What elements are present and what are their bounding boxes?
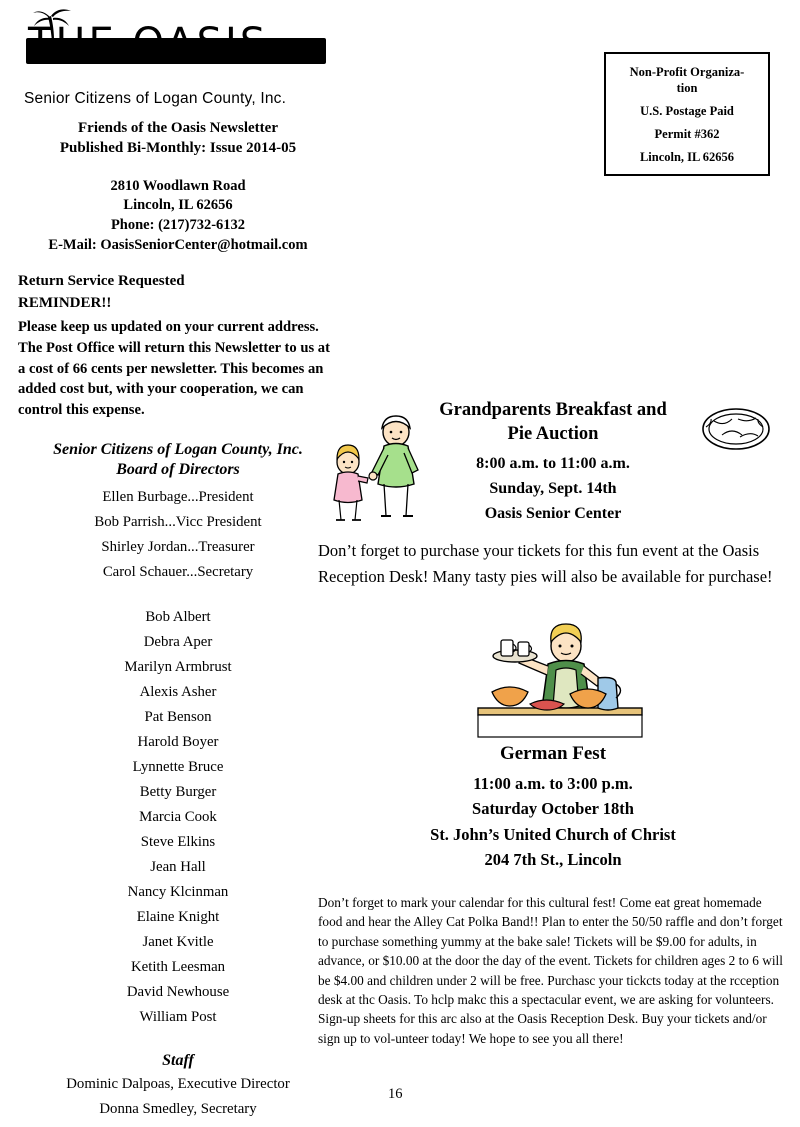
list-item: Betty Burger [139, 783, 217, 800]
newsletter-title-line2: Published Bi-Monthly: Issue 2014-05 [59, 140, 297, 157]
right-column [318, 398, 788, 1048]
address-street: 2810 Woodlawn Road [110, 177, 246, 194]
logo-the: T [28, 20, 56, 66]
event-title-grandparents [318, 398, 788, 446]
event-description-grandparents: Don’t forget to purchase your tickets for this fun event at the Oasis Reception Desk! Many tasty pies will also be available for purchase! [318, 541, 773, 586]
event-title-german-fest: German Fest [499, 742, 607, 764]
address-city: Lincoln, IL 62656 [123, 197, 233, 214]
list-item: Bob Parrish...Vicc President [94, 513, 262, 530]
list-item: Debra Aper [143, 633, 213, 650]
list-item: Nancy Klcinman [127, 883, 229, 900]
left-column [18, 118, 338, 1122]
list-item: Alexis Asher [139, 683, 217, 700]
reminder-heading: REMINDER!! [18, 295, 112, 312]
event-description-german-fest: Don’t forget to mark your calendar for this cultural fest! Come eat great homemade food and hear the Alley Cat Polka Band!! Plan to enter the 50/50 raffle and don’t forget to purchase something yummy at the bake sale! Tickets will be $9.00 for adults, in advance, or $10.00 at the door the day of the event. Tickets for children ages 2 to 6 will be $4.00 and children under 2 will be free. Purchasc your tickcts today at the rcception desk at thc Oasis. To hclp makc this a spectacular event, we are asking for volunteers. Sign-up sheets for this arc also at the Oasis Reception Desk. Buy your tickets and/or sign up to vol-unteer today! We hope to see you all there! [318, 894, 783, 1046]
logo-he: HE [55, 20, 117, 66]
list-item: Pat Benson [144, 708, 212, 725]
permit-line-4: Permit #362 [654, 127, 720, 141]
list-item: William Post [139, 1008, 217, 1025]
oasis-logo [18, 8, 338, 107]
address-block [18, 177, 338, 256]
logo-senior-center: Senior Center [158, 60, 314, 84]
return-service-notice: Return Service Requested [18, 273, 185, 290]
event-venue: St. John’s United Church of Christ [430, 824, 676, 844]
event-time: 11:00 a.m. to 3:00 p.m. [473, 773, 633, 793]
list-item: Bob Albert [145, 608, 211, 625]
list-item: Ketith Leesman [130, 958, 226, 975]
masthead [18, 8, 348, 108]
list-item: Donna Smedley, Secretary [99, 1100, 257, 1117]
event-title-line2: Pie Auction [507, 424, 599, 445]
logo-oasis-word: OASIS [132, 20, 269, 66]
list-item: Jean Hall [150, 858, 206, 875]
newsletter-title [18, 118, 338, 159]
permit-line-1 [606, 64, 768, 96]
permit-text-1: Non-Profit Organiza- [629, 65, 745, 79]
postage-permit-box [604, 52, 770, 176]
list-item: Shirley Jordan...Treasurer [101, 538, 255, 555]
list-item: Ellen Burbage...President [102, 488, 254, 505]
staff-list [18, 1072, 338, 1122]
list-item: Marilyn Armbrust [124, 658, 232, 675]
list-item: Marcia Cook [139, 808, 217, 825]
event-details-german-fest [318, 771, 788, 873]
list-item: Carol Schauer...Secretary [102, 563, 254, 580]
list-item: Elaine Knight [136, 908, 220, 925]
list-item: Steve Elkins [140, 833, 216, 850]
newsletter-title-line1: Friends of the Oasis Newsletter [78, 120, 278, 136]
clipart-spacer [318, 589, 788, 741]
page-number: 16 [388, 1086, 403, 1102]
address-email: E-Mail: OasisSeniorCenter@hotmail.com [48, 236, 308, 253]
board-members-list [18, 605, 338, 1030]
permit-line-3: U.S. Postage Paid [640, 104, 734, 118]
event-address: 204 7th St., Lincoln [484, 850, 622, 870]
event-details-grandparents [318, 452, 788, 526]
address-phone: Phone: (217)732-6132 [110, 216, 246, 233]
event-date: Saturday October 18th [472, 799, 634, 819]
event-location: Oasis Senior Center [484, 504, 622, 522]
logo-subtitle: Senior Citizens of Logan County, Inc. [24, 90, 287, 107]
list-item: Lynnette Bruce [132, 758, 224, 775]
board-officers-list [18, 485, 338, 585]
list-item: Dominic Dalpoas, Executive Director [66, 1075, 290, 1092]
permit-line-5: Lincoln, IL 62656 [639, 150, 735, 164]
list-item: David Newhouse [126, 983, 230, 1000]
event-time: 8:00 a.m. to 11:00 a.m. [476, 455, 630, 473]
list-item: Janet Kvitle [142, 933, 214, 950]
event-title-line1: Grandparents Breakfast and [439, 400, 667, 420]
reminder-body: Please keep us updated on your current address. The Post Office will return this Newsletter to us at a cost of 66 cents per newsletter. This becomes an added cost but, with your cooperation, we can control this expense. [18, 319, 330, 418]
list-item: Harold Boyer [137, 733, 219, 750]
event-date: Sunday, Sept. 14th [489, 479, 617, 497]
permit-text-2: tion [676, 81, 698, 95]
staff-heading: Staff [162, 1051, 194, 1069]
board-heading: Board of Directors [116, 460, 240, 478]
board-org-name: Senior Citizens of Logan County, Inc. [53, 440, 303, 458]
